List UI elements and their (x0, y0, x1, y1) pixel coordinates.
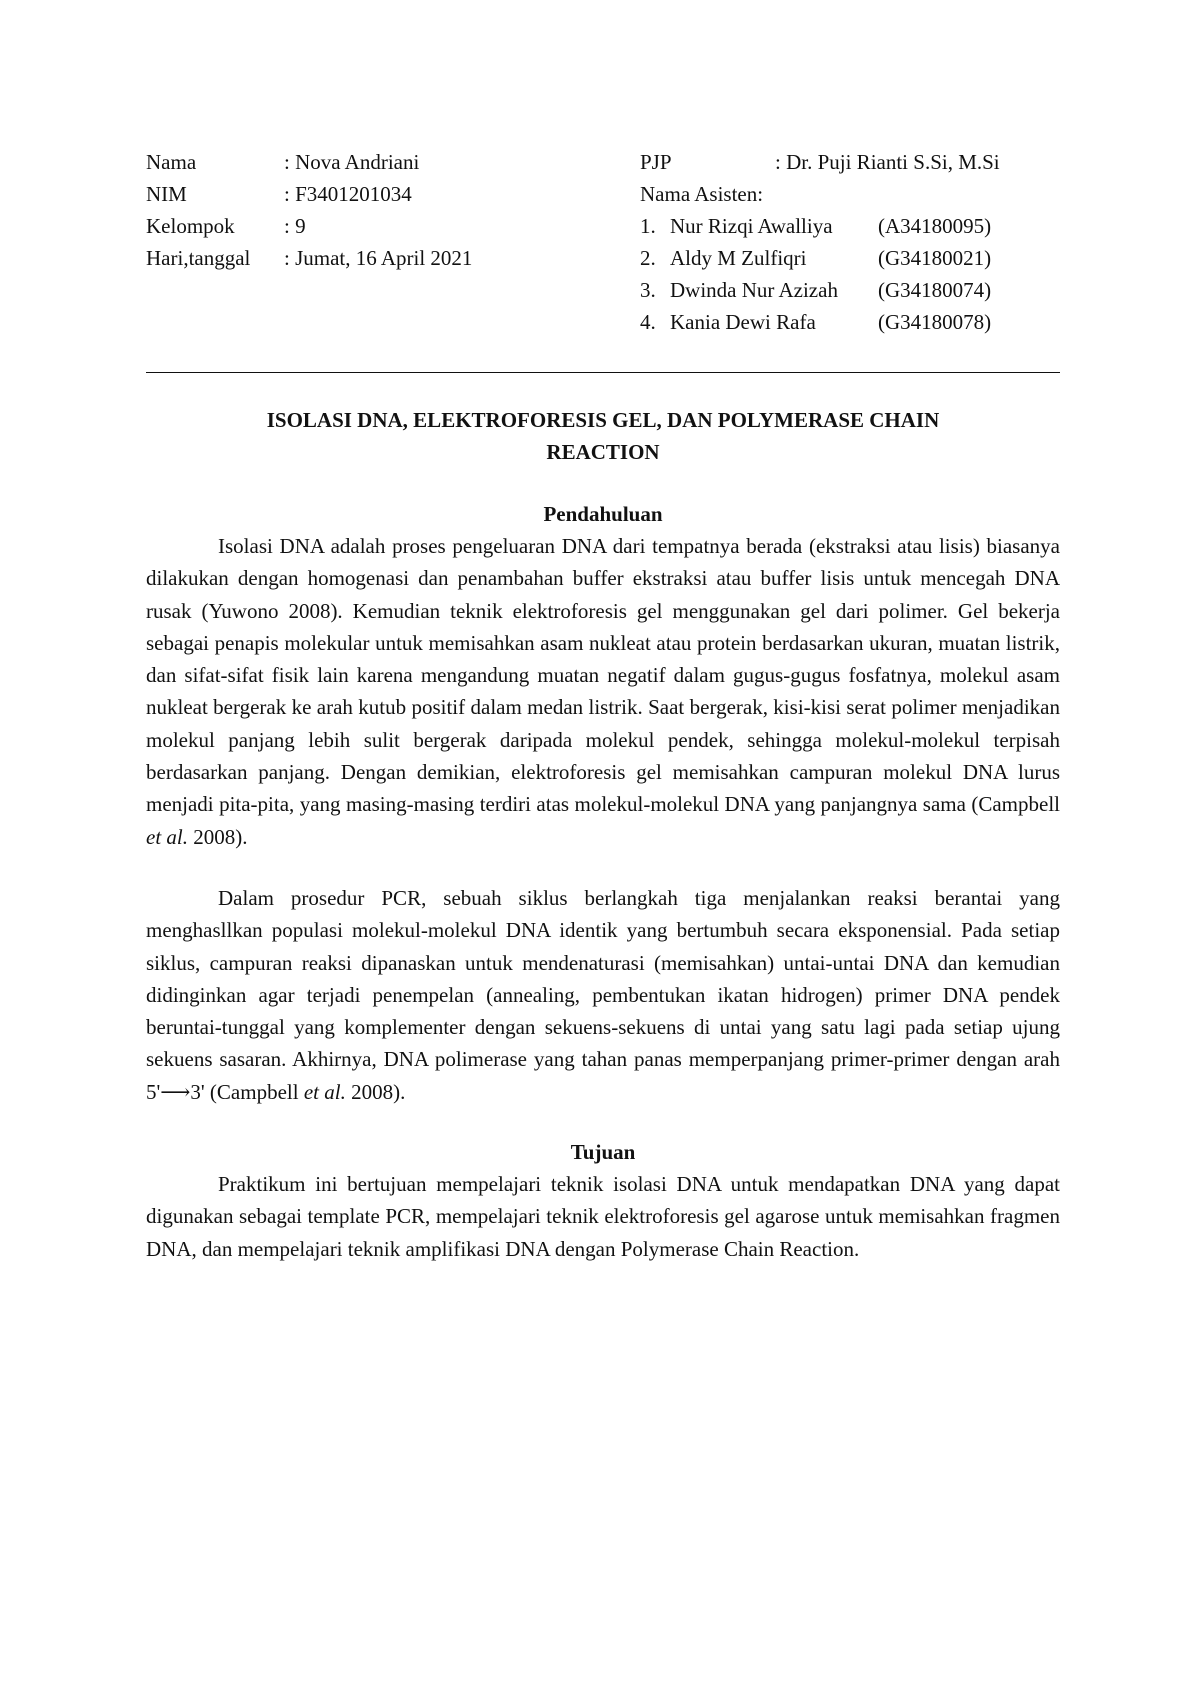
asisten-number: 1. (640, 213, 656, 238)
asisten-name: Kania Dewi Rafa (670, 309, 816, 334)
student-info (146, 146, 472, 274)
info-row-nama (146, 146, 472, 178)
paragraph-pendahuluan-1 (146, 530, 1060, 853)
info-row-hari-tanggal (146, 242, 472, 274)
paragraph-text: Isolasi DNA adalah proses pengeluaran DNA dari tempatnya berada (ekstraksi atau lisis) biasanya dilakukan dengan homogenasi dan penambahan buffer ekstraksi atau buffer lisis untuk mencegah DNA rusak (Yuwono 2008). Kemudian teknik elektroforesis gel menggunakan gel dari polimer. Gel bekerja sebagai penapis molekular untuk memisahkan asam nukleat atau protein berdasarkan ukuran, muatan listrik, dan sifat-sifat fisik lain karena mengandung muatan negatif dalam gugus-gugus fosfatnya, molekul asam nukleat bergerak ke arah kutub positif dalam medan listrik. Saat bergerak, kisi-kisi serat polimer menjadikan molekul panjang lebih sulit bergerak daripada molekul pendek, sehingga molekul-molekul terpisah berdasarkan panjang. Dengan demikian, elektroforesis gel memisahkan campuran molekul DNA lurus menjadi pita-pita, yang masing-masing terdiri atas molekul-molekul DNA yang panjangnya sama (Campbell (146, 534, 1060, 817)
citation-et-al: et al. (146, 824, 188, 849)
pjp-label: PJP (640, 149, 672, 174)
info-row-kelompok (146, 210, 472, 242)
asisten-name: Dwinda Nur Azizah (670, 277, 838, 302)
asisten-item (640, 274, 1000, 306)
paragraph-tujuan (146, 1168, 1060, 1265)
paragraph-text: Dalam prosedur PCR, sebuah siklus berlangkah tiga menjalankan reaksi berantai yang menghasllkan populasi molekul-molekul DNA identik yang bertumbuh secara eksponensial. Pada setiap siklus, campuran reaksi dipanaskan untuk mendenaturasi (memisahkan) untai-untai DNA dan kemudian didinginkan agar terjadi penempelan (annealing, pembentukan ikatan hidrogen) primer DNA pendek beruntai-tunggal yang komplementer dengan sekuens-sekuens di untai yang satu lagi pada setiap ujung sekuens sasaran. Akhirnya, DNA polimerase yang tahan panas memperpanjang primer-primer dengan arah 5'⟶3' (Campbell (146, 886, 1060, 1104)
asisten-number: 4. (640, 309, 656, 334)
asisten-item (640, 306, 1000, 338)
info-label: Kelompok (146, 213, 235, 238)
info-row-nim (146, 178, 472, 210)
header-divider (146, 372, 1060, 373)
asisten-id: (A34180095) (878, 213, 992, 238)
pjp-value: : Dr. Puji Rianti S.Si, M.Si (775, 149, 1000, 174)
asisten-label: Nama Asisten: (640, 181, 764, 206)
asisten-id: (G34180078) (878, 309, 992, 334)
info-label: Nama (146, 149, 197, 174)
document-title (146, 404, 1060, 468)
citation-year: 2008). (351, 1079, 406, 1104)
asisten-number: 3. (640, 277, 656, 302)
title-line-1: ISOLASI DNA, ELEKTROFORESIS GEL, DAN POLYMERASE CHAIN (266, 408, 940, 432)
supervisor-info (640, 146, 1000, 338)
asisten-id: (G34180074) (878, 277, 992, 302)
info-value: : 9 (284, 213, 306, 238)
asisten-name: Aldy M Zulfiqri (670, 245, 807, 270)
info-label: NIM (146, 181, 187, 206)
asisten-name: Nur Rizqi Awalliya (670, 213, 833, 238)
info-value: : Nova Andriani (284, 149, 420, 174)
asisten-id: (G34180021) (878, 245, 992, 270)
info-row-pjp (640, 146, 1000, 178)
paragraph-pendahuluan-2 (146, 882, 1060, 1108)
citation-et-al: et al. (303, 1079, 346, 1104)
info-value: : Jumat, 16 April 2021 (284, 245, 473, 270)
asisten-item (640, 210, 1000, 242)
title-line-2: REACTION (546, 440, 660, 464)
asisten-number: 2. (640, 245, 656, 270)
paragraph-text: Praktikum ini bertujuan mempelajari teknik isolasi DNA untuk mendapatkan DNA yang dapat digunakan sebagai template PCR, mempelajari teknik elektroforesis gel agarose untuk memisahkan fragmen DNA, dan mempelajari teknik amplifikasi DNA dengan Polymerase Chain Reaction. (146, 1172, 1060, 1261)
asisten-heading (640, 178, 1000, 210)
info-value: : F3401201034 (284, 181, 412, 206)
asisten-item (640, 242, 1000, 274)
citation-year: 2008). (193, 824, 248, 849)
info-label: Hari,tanggal (146, 245, 251, 270)
section-heading-tujuan: Tujuan (570, 1140, 636, 1164)
section-heading-pendahuluan: Pendahuluan (543, 502, 663, 526)
